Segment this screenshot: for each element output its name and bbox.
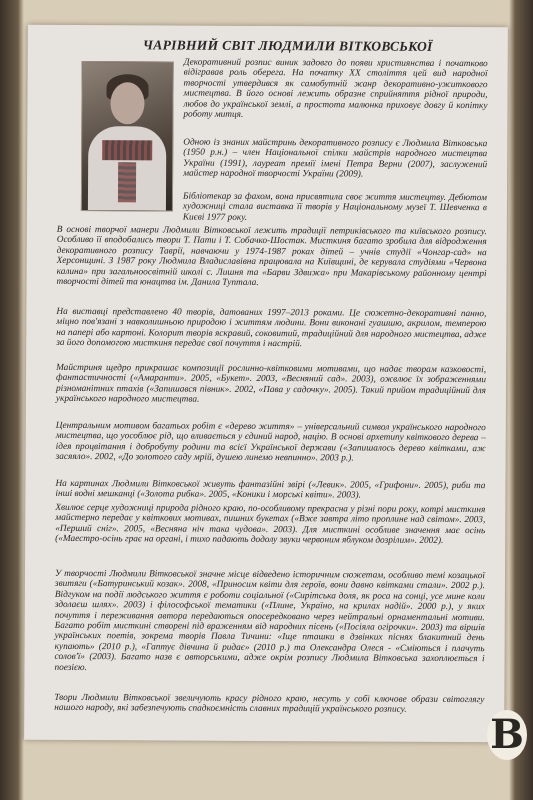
paragraph-conclusion: Твори Людмили Вітковської звеличують красу рідного краю, несуть у собі ключове образи світоглягу нашого народу, які забезпечують спадкоємність славних традицій українського розпису. <box>54 692 485 716</box>
paragraph-history: У творчості Людмили Вітковської значне місце відведено історичним сюжетам, особливо темі козацької звитяги («Батуринський козак». 2008, «Приносим квіти для героїв, вони давно квітками стали». 2002 р.). Відгуком на події людського життя є роботи соціальної («Сирітська доля, як роса на сонці, усе мине коли здолаєш шлях». 2003) і філософської тематики («Плине, Україно, на крилах надій». 2000 р.), у яких почуття і переживання автора передаються опосередковано через нейтральні орнаментальні мотиви. Багато робіт мисткині створені під враженням від народних пісень («Посіяла огірочки». 2003) та віршів українських поетів, зокрема творів Павла Тичини: «Іще пташки в дзвінких піснях блакитний день купають» (2010 р.), «Гаптує дівчина й ридає» (2010 р.) та Олександра Олеся - «Сміються і плачуть солов'ї» (2003). Багато назв є авторськими, адже окрім розпису Людмила Вітковська захоплюється і поезією. <box>54 568 486 673</box>
artist-portrait-photo <box>81 61 174 211</box>
document-sheet <box>24 25 508 743</box>
document-title: ЧАРІВНИЙ СВІТ ЛЮДМИЛИ ВІТКОВСЬКОЇ <box>142 37 433 54</box>
paragraph-animals: На картинах Людмили Вітковської живуть фантазійні звірі («Левик». 2005, «Грифони». 2005), риби та інші водні мешканці («Золота рибка». 2005, «Коники і морські квіти». 2003). <box>55 478 486 501</box>
paragraph-tree-of-life: Центральним мотивом багатьох робіт є «дерево життя» – універсальний символ українського народного мистецтва, що уособлює рід, що вливається у єдиний народ, націю. В основі архетипу квіткового дерева – ідея процвітання і добробуту родини та всієї Української держави («Запишалось дерево квітками, аж засяяло». 2002, «До золотого саду мрій, душею линемо невпинно». 2003 р.). <box>55 420 486 464</box>
paragraph-artist-bio: Одною із знаних майстринь декоративного розпису є Людмила Вітковська (1950 р.н.) – член Національної спілки майстрів народного мистецтва України (1991), лауреат премії імені Петра Верни (2007), заслужений майстер народної творчості України (2009). <box>183 137 488 180</box>
paragraph-style: В основі творчої манери Людмили Вітковської лежить традиції петриківського та київського розпису. Особливо її вподобались твори Т. Пати і Т. Собачко-Шостак. Мисткиня багато зробила для відродження декоративного розпису Таврії, навчаючи у 1974-1987 роках дітей – учнів студії «Чонгар-сад» на Херсонщині. З 1987 року Людмила Владиславівна працювала на Київщині, де керувала студіями «Червона калина» при загальноосвітній школі с. Лишня та «Барви Здвижа» при Макарівському районному центрі творчості дітей та юнацтва ім. Данила Туптала. <box>56 224 487 288</box>
paragraph-debut: Бібліотекар за фахом, вона присвятила своє життя мистецтву. Дебютом художниці стала виставка її творів у Національному музеї Т. Шевченка в Києві 1977 року. <box>182 191 487 223</box>
paragraph-intro: Декоративний розпис виник задовго до появи християнства і початково відігравав роль оберега. На початку ХХ століття цей вид народної творчості утвердився як самобутній жанр декоративно-ужиткового мистецтва. В його основі лежить образне сприйняття рідної природи, любов до української землі, а простота малюнка приховує довгу й копітку роботу митця. <box>183 57 488 120</box>
paragraph-nature: Хвилює серце художниці природа рідного краю, по-особливому прекрасна у різні пори року, котрі мисткиня майстерно передає у квіткових мотивах, пишних букетах («Вже завтра літо проплине над світом». 2003, «Перший сніг». 2005, «Весняна ніч така чудова». 2003). Для мисткині особливе значення має осінь («Маестро-осінь грає на органі, і тихо падають додолу звуки червоним яблуком дозрілим». 2002). <box>55 502 486 547</box>
paragraph-exhibition: На виставці представлено 40 творів, датованих 1997–2013 роками. Це сюжетно-декоративні панно, міцно пов'язані з навколишньою природою і життям людини. Вони виконані гуашшю, акрилом, темперою на папері або картоні. Колорит творів яскравий, соковитий, традиційний для народного мистецтва, адже за його допомогою мисткиня передає свої почуття і настрій. <box>56 306 487 350</box>
paragraph-motifs: Майстриня щедро прикрашає композиції рослинно-квітковими мотивами, що надає творам казковості, фантастичності («Амаранти». 2005, «Букет». 2003, «Весняний сад». 2003), ожвлює їх зображеннями різноманітних птахів («Запишався півник». 2002, «Пава у садочку». 2005). Такий прийом традиційний для українського народного мистецтва. <box>55 362 487 405</box>
corner-logo-icon: В <box>487 710 527 760</box>
